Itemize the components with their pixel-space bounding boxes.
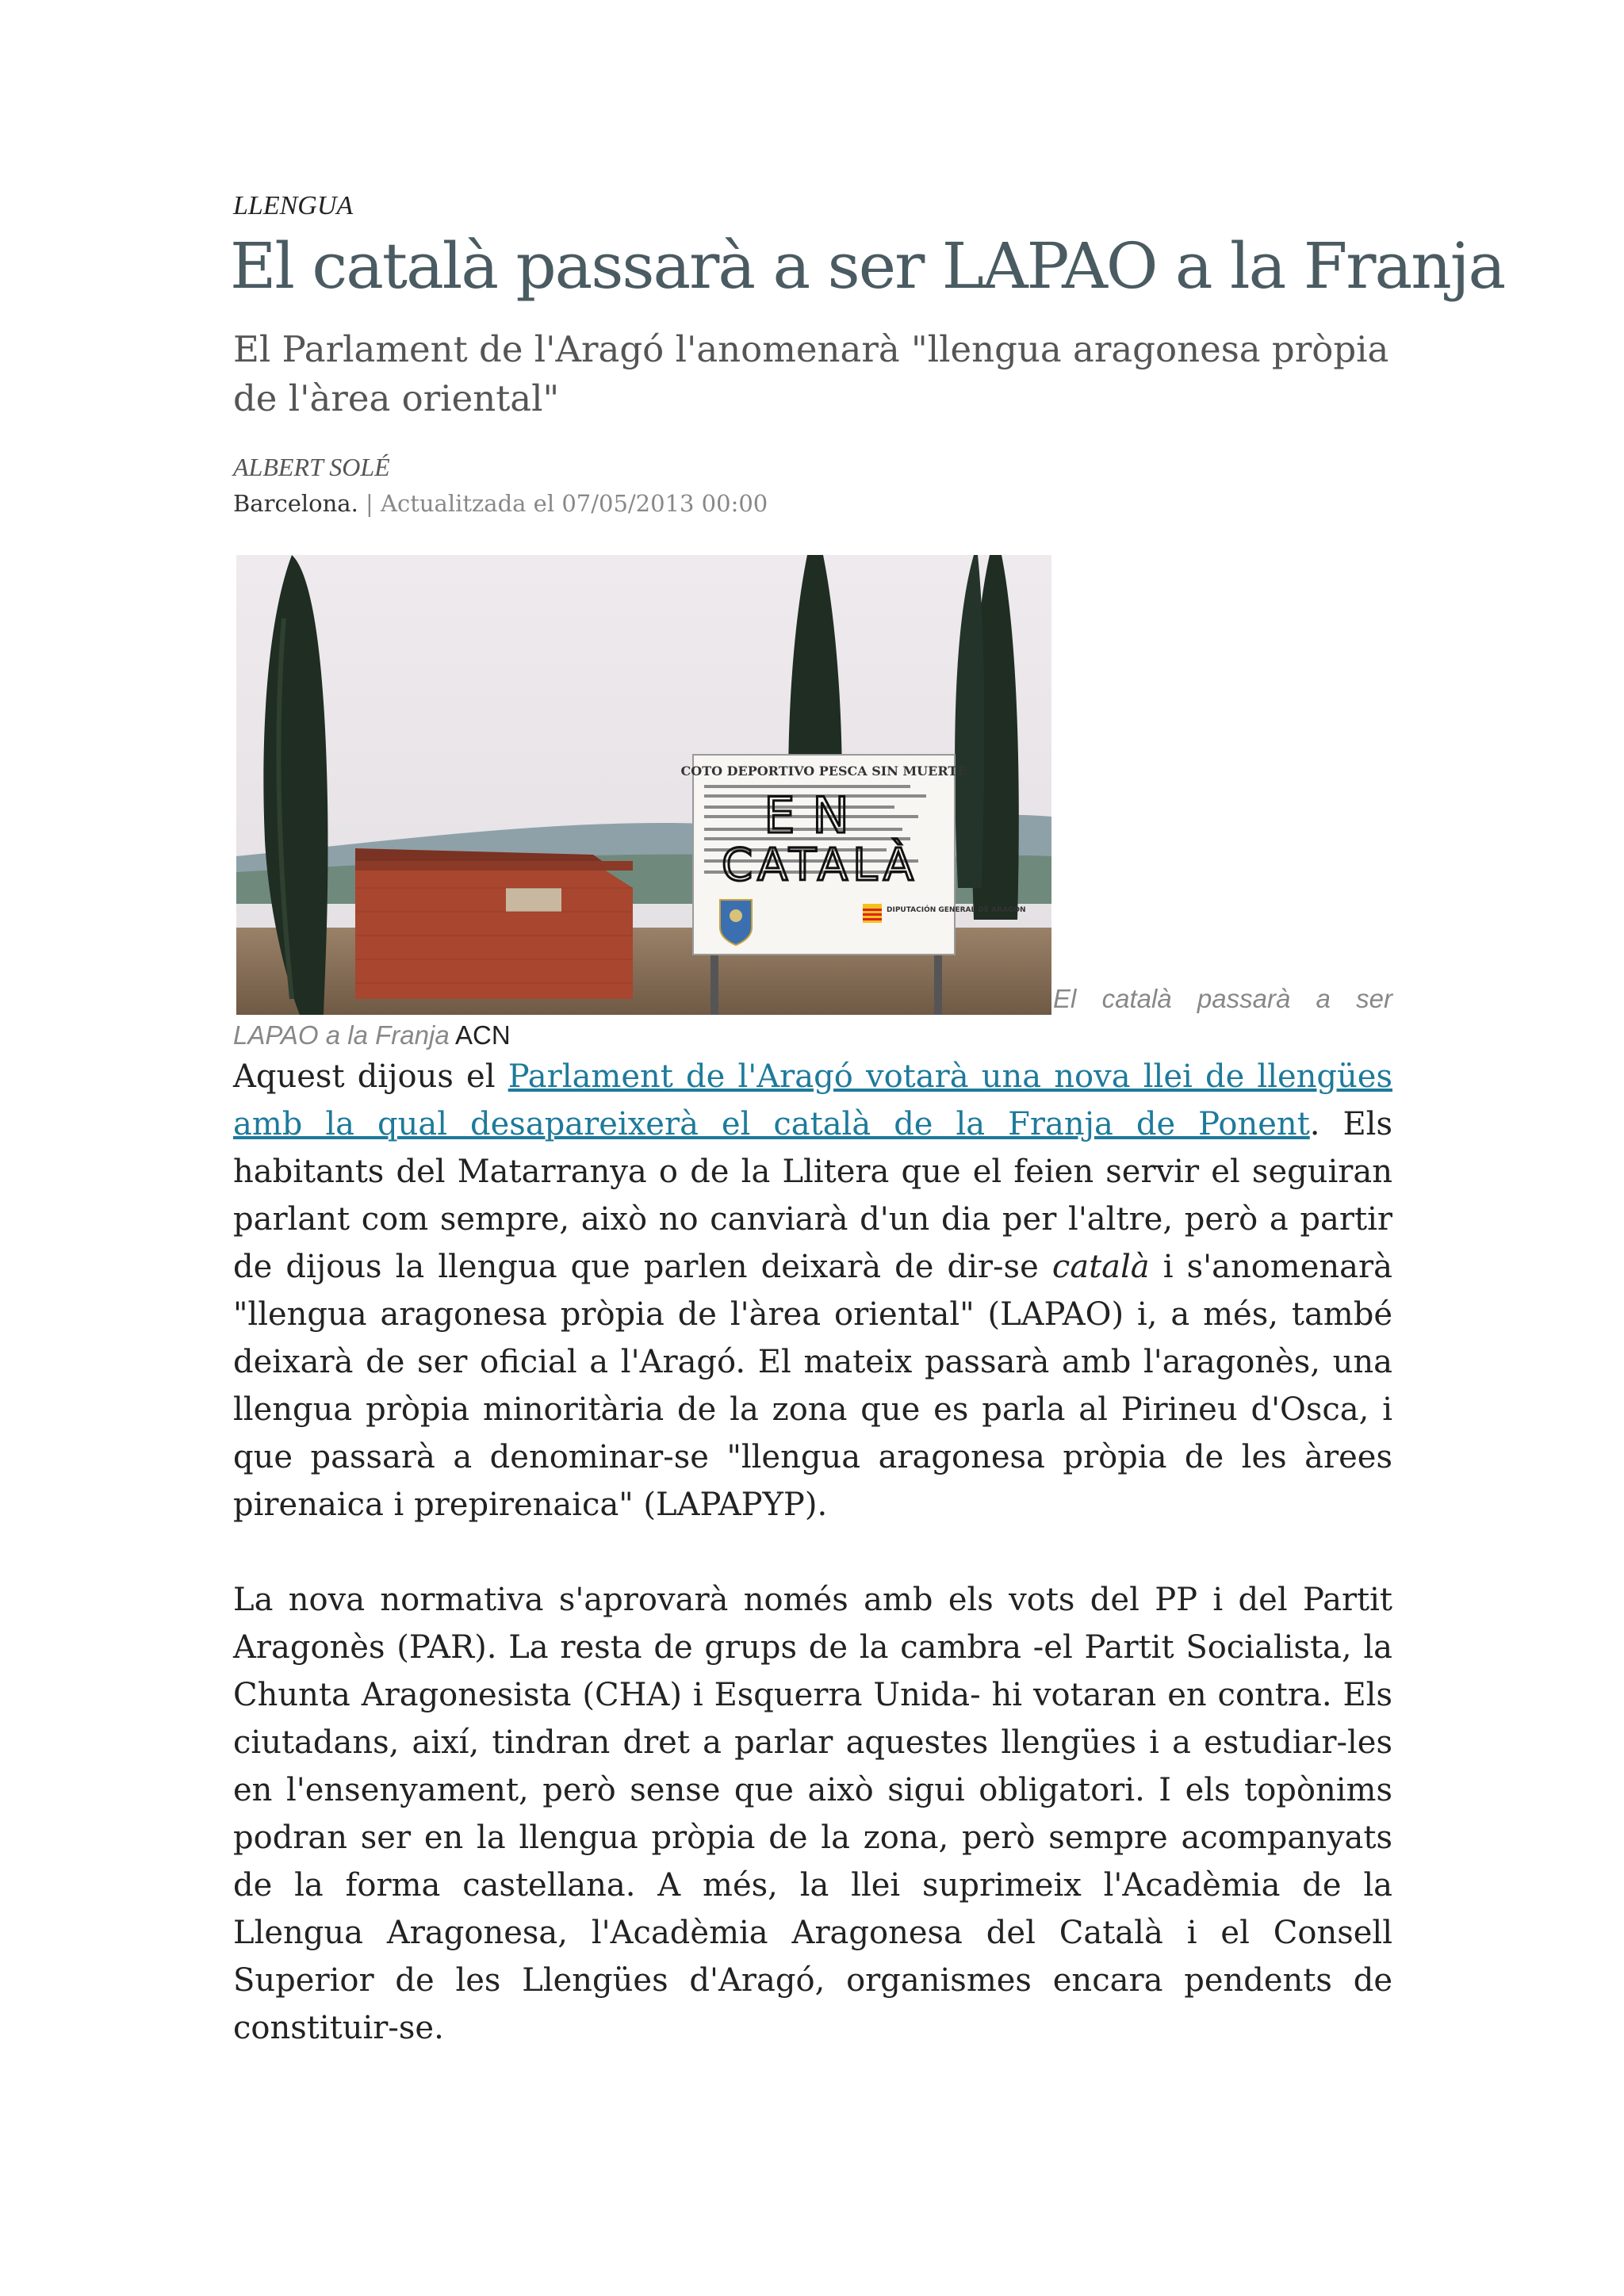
author-byline[interactable]: ALBERT SOLÉ [233,453,390,481]
coat-of-arms-icon [720,900,752,945]
headline: El català passarà a ser LAPAO a la Franja [230,229,1505,303]
graffiti-line-2: CATALÀ [721,840,919,891]
dateline-separator: | [366,490,373,517]
subtitle: El Parlament de l'Aragó l'anomenarà "llengua aragonesa pròpia de l'àrea oriental" [233,328,1389,419]
paragraph-1 [233,1053,1392,1529]
paragraph-1-intro: Aquest dijous el [233,1058,508,1095]
dateline [233,488,1392,519]
article-photo [236,555,1051,1015]
sign-title: COTO DEPORTIVO PESCA SIN MUERTE [680,763,967,779]
parlament-article-link[interactable]: Parlament de l'Aragó votarà una nova llei de llengües amb la qual desapareixerà el català de la Franja de Ponent [233,1058,1392,1142]
paragraph-2: La nova normativa s'aprovarà només amb els vots del PP i del Partit Aragonès (PAR). La resta de grups de la cambra -el Partit Socialista, la Chunta Aragonesista (CHA) i Esquerra Unida- hi votaran en contra. Els ciutadans, així, tindran dret a parlar aquestes llengües i a estudiar-les en l'ensenyament, però sense que això sigui obligatori. I els topònims podran ser en la llengua pròpia de la zona, però sempre acompanyats de la forma castellana. A més, la llei suprimeix l'Acadèmia de la Llengua Aragonesa, l'Acadèmia Aragonesa del Català i el Consell Superior de les Llengües d'Aragó, organismes encara pendents de constituir-se. [233,1582,1392,2046]
caption-line-1: El català passarà a ser [1053,984,1392,1013]
article-figure [233,555,1392,1015]
paragraph-1-emphasis: català [1051,1249,1150,1285]
caption-line-2 [233,1020,1392,1051]
article [230,190,1505,2052]
photo-credit: ACN [455,1020,511,1050]
paragraph-1-middle: . Els habitants del Matarranya o de la Llitera que el feien servir el seguiran parlant com sempre, això no canviarà d'un dia per l'altre, però a partir de dijous la llengua que parlen deixarà de dir-se [233,1106,1392,1285]
graffiti-line-1: EN [764,786,867,844]
caption-line-2-text: LAPAO a la Franja [233,1020,450,1050]
location: Barcelona. [233,490,358,517]
updated-timestamp: Actualitzada el 07/05/2013 00:00 [381,490,768,517]
section-label[interactable]: LLENGUA [233,191,354,220]
paragraph-1-end: i s'anomenarà "llengua aragonesa pròpia de l'àrea oriental" (LAPAO) i, a més, també deixarà de ser oficial a l'Aragó. El mateix passarà amb l'aragonès, una llengua pròpia minoritària de la zona que es parla al Pirineu d'Osca, i que passarà a denominar-se "llengua aragonesa pròpia de les àrees pirenaica i prepirenaica" (LAPAPYP). [233,1249,1392,1523]
sign-org-label: DIPUTACIÓN GENERAL DE ARAGÓN [887,906,1026,914]
